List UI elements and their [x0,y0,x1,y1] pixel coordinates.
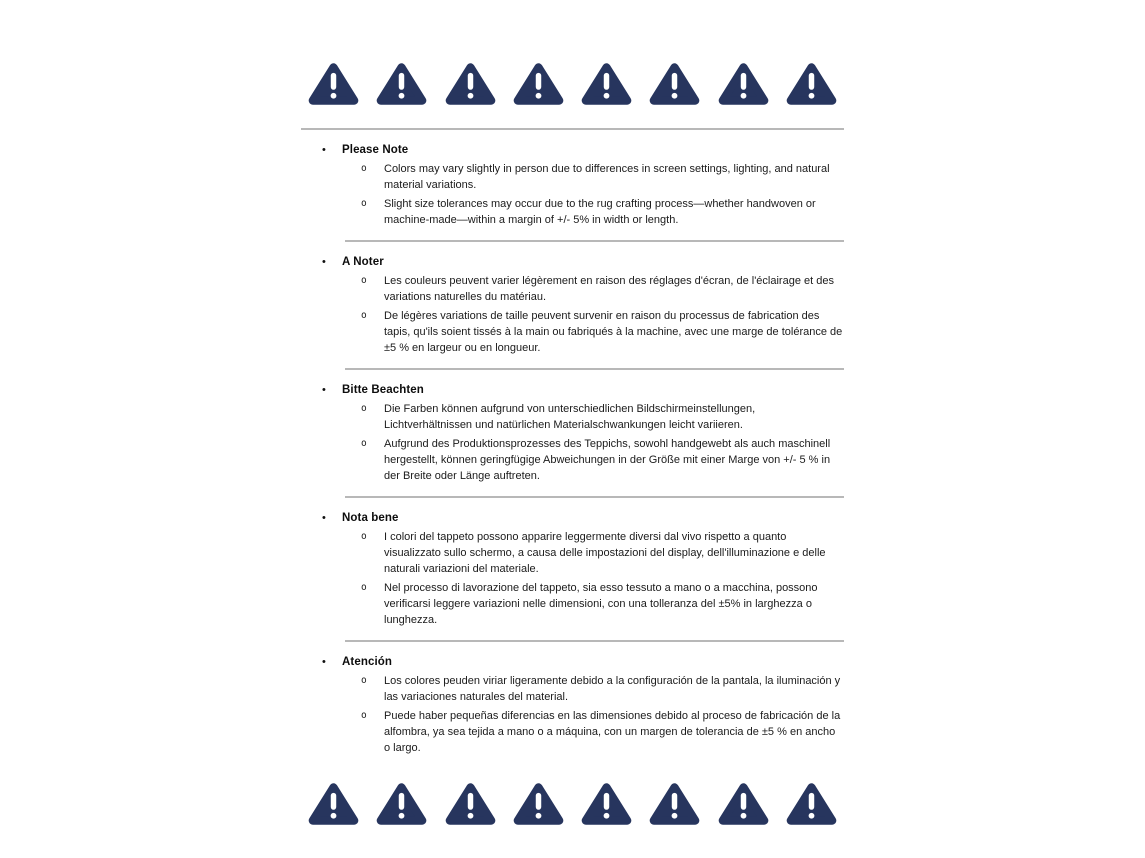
document-content [301,0,844,828]
warning-triangle-icon [717,780,770,828]
disc-bullet-icon: • [322,656,326,668]
note-item [301,529,844,577]
warning-triangle-icon [444,60,497,108]
note-item-text: Die Farben können aufgrund von unterschiedlichen Bildschirmeinstellungen, Lichtverhältnissen und natürlichen Materialschwankungen leicht variieren. [384,403,756,431]
section-heading [301,384,844,396]
warning-triangle-icon [512,60,565,108]
circle-bullet-icon: o [361,275,367,286]
circle-bullet-icon: o [361,163,367,174]
disc-bullet-icon: • [322,512,326,524]
note-section [301,656,844,756]
warning-triangle-icon [444,780,497,828]
section-item-list [301,529,844,628]
note-item [301,580,844,628]
note-item-text: Nel processo di lavorazione del tappeto, sia esso tessuto a mano o a macchina, possono verificarsi leggere variazioni nelle dimensioni, con una tolleranza del ±5% in larghezza o lunghezza. [384,582,818,626]
circle-bullet-icon: o [361,675,367,686]
note-section [301,144,844,242]
warning-triangle-icon [785,60,838,108]
section-title: A Noter [342,256,384,268]
note-section [301,384,844,498]
circle-bullet-icon: o [361,710,367,721]
warning-triangle-icon [375,780,428,828]
warning-triangle-icon [717,60,770,108]
note-item [301,708,844,756]
note-item-text: De légères variations de taille peuvent survenir en raison du processus de fabrication des tapis, qu'ils soient tissés à la main ou fabriqués à la machine, avec une marge de tolérance de ±5 % en largeur ou en longueur. [384,310,843,354]
section-heading [301,656,844,668]
section-item-list [301,401,844,484]
note-item [301,273,844,305]
note-item [301,436,844,484]
warning-triangle-icon [648,60,701,108]
note-item [301,673,844,705]
top-divider [301,128,844,130]
note-section [301,256,844,370]
disc-bullet-icon: • [322,384,326,396]
section-heading [301,144,844,156]
note-item [301,196,844,228]
circle-bullet-icon: o [361,198,367,209]
circle-bullet-icon: o [361,531,367,542]
section-title: Nota bene [342,512,399,524]
circle-bullet-icon: o [361,438,367,449]
section-divider [345,240,844,242]
note-item-text: Les couleurs peuvent varier légèrement en raison des réglages d'écran, de l'éclairage et des variations naturelles du matériau. [384,275,834,303]
section-title: Bitte Beachten [342,384,424,396]
section-item-list [301,161,844,228]
section-heading [301,512,844,524]
warning-triangle-icon [307,780,360,828]
note-item [301,308,844,356]
warning-triangle-row-top [301,60,844,108]
warning-triangle-icon [375,60,428,108]
section-divider [345,368,844,370]
disc-bullet-icon: • [322,256,326,268]
note-item-text: Slight size tolerances may occur due to the rug crafting process—whether handwoven or machine-made—within a margin of +/- 5% in width or length. [384,198,816,226]
circle-bullet-icon: o [361,310,367,321]
warning-triangle-icon [580,780,633,828]
note-item [301,401,844,433]
note-item-text: Aufgrund des Produktionsprozesses des Teppichs, sowohl handgewebt als auch maschinell hergestellt, können geringfügige Abweichungen in der Größe mit einer Marge von +/- 5 % in der Breite oder Länge auftreten. [384,438,831,482]
warning-triangle-icon [785,780,838,828]
note-item [301,161,844,193]
note-item-text: I colori del tappeto possono apparire leggermente diversi dal vivo rispetto a quanto visualizzato sullo schermo, a causa delle impostazioni del display, dell'illuminazione e delle naturali variazioni del materiale. [384,531,826,575]
section-item-list [301,673,844,756]
note-item-text: Los colores peuden viriar ligeramente debido a la configuración de la pantala, la iluminación y las variaciones naturales del material. [384,675,841,703]
section-heading [301,256,844,268]
warning-triangle-icon [580,60,633,108]
section-title: Atención [342,656,392,668]
note-section [301,512,844,642]
warning-triangle-icon [648,780,701,828]
note-item-text: Puede haber pequeñas diferencias en las dimensiones debido al proceso de fabricación de la alfombra, ya sea tejida a mano o a máquina, con un margen de tolerancia de ±5 % en ancho o largo. [384,710,841,754]
note-sections [301,144,844,756]
disc-bullet-icon: • [322,144,326,156]
warning-triangle-icon [307,60,360,108]
section-divider [345,640,844,642]
circle-bullet-icon: o [361,403,367,414]
warning-triangle-icon [512,780,565,828]
circle-bullet-icon: o [361,582,367,593]
section-divider [345,496,844,498]
section-title: Please Note [342,144,409,156]
note-item-text: Colors may vary slightly in person due to differences in screen settings, lighting, and natural material variations. [384,163,830,191]
section-item-list [301,273,844,356]
warning-triangle-row-bottom [301,780,844,828]
